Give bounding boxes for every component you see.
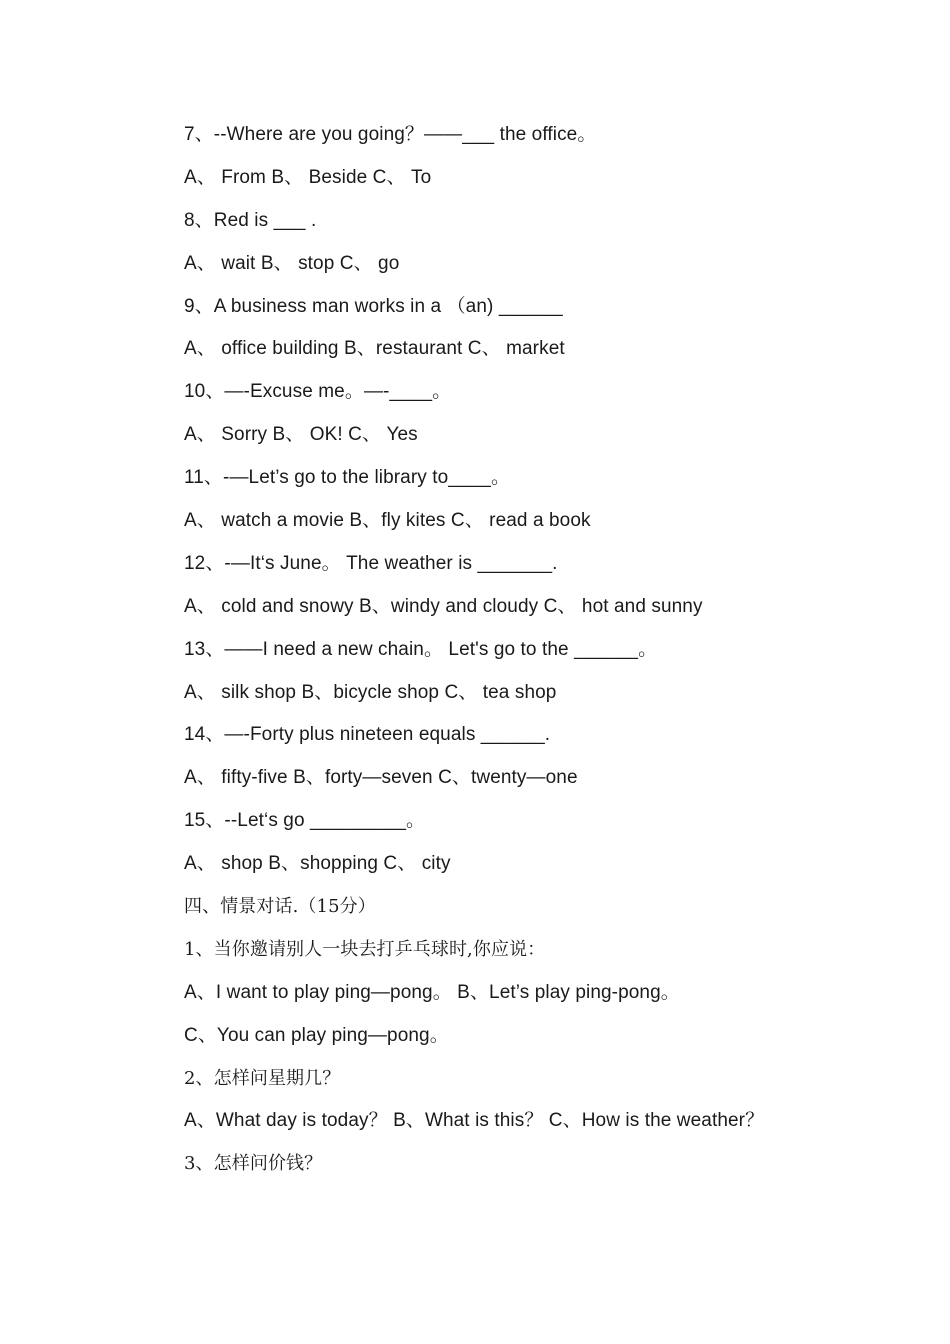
- question-15: 15、--Let‘s go _________。: [184, 810, 426, 832]
- question-7-options: A、 From B、 Beside C、 To: [184, 166, 432, 188]
- question-9: 9、A business man works in a （an) ______: [184, 295, 563, 317]
- question-15-options: A、 shop B、shopping C、 city: [184, 853, 451, 875]
- question-10-options: A、 Sorry B、 OK! C、 Yes: [184, 424, 418, 446]
- question-10: 10、—-Excuse me。—-____。: [184, 381, 452, 403]
- dialogue-question-3: 3、怎样问价钱？: [184, 1153, 323, 1175]
- question-14: 14、—-Forty plus nineteen equals ______.: [184, 724, 551, 746]
- dialogue-question-1: 1、当你邀请别人一块去打乒乓球时,你应说：: [184, 938, 546, 960]
- dialogue-question-1-options-ab: A、I want to play ping—pong。 B、Let’s play ping-pong。: [184, 981, 680, 1003]
- question-11: 11、-—Let’s go to the library to____。: [184, 467, 511, 489]
- dialogue-question-1-option-c: C、You can play ping—pong。: [184, 1024, 449, 1046]
- question-11-options: A、 watch a movie B、fly kites C、 read a book: [184, 510, 591, 532]
- question-8: 8、Red is ___ .: [184, 209, 317, 231]
- question-14-options: A、 fifty-five B、forty—seven C、twenty—one: [184, 767, 578, 789]
- question-13-options: A、 silk shop B、bicycle shop C、 tea shop: [184, 681, 557, 703]
- exam-content: [184, 114, 904, 1186]
- dialogue-question-2-options: A、What day is today？ B、What is this？ C、How is the weather？: [184, 1110, 765, 1132]
- question-12-options: A、 cold and snowy B、windy and cloudy C、 hot and sunny: [184, 595, 703, 617]
- section-heading: 四、情景对话.（15分）: [184, 896, 376, 918]
- question-9-options: A、 office building B、restaurant C、 market: [184, 338, 565, 360]
- dialogue-question-2: 2、怎样问星期几？: [184, 1067, 341, 1089]
- question-7: 7、--Where are you going？——___ the office。: [184, 124, 597, 145]
- question-13: 13、——I need a new chain。 Let's go to the ______。: [184, 638, 658, 660]
- question-12: 12、-—It‘s June。 The weather is _______.: [184, 552, 558, 574]
- question-8-options: A、 wait B、 stop C、 go: [184, 252, 400, 274]
